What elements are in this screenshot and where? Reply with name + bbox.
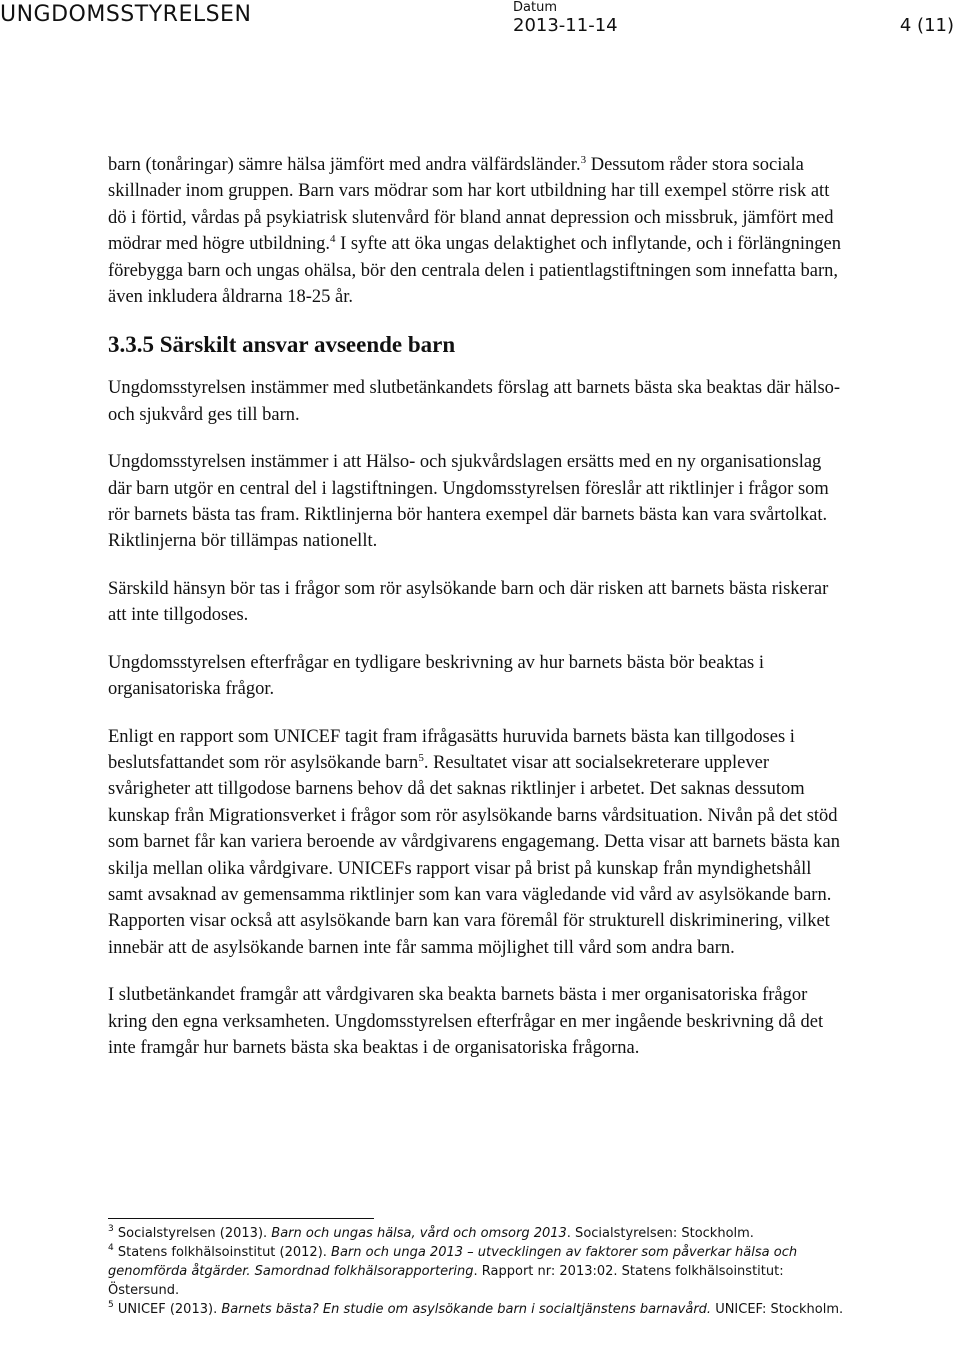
footnote-4: $^4$ Statens folkhälsoinstitut (2012). Barn och unga 2013 – utvecklingen av faktorer som påverkar hälsa och genomförda åtgärder. Samordnad folkhälsorapportering. Rapport nr: 2013:02. Statens folkhälsoinstitut: Östersund. xyxy=(108,1243,798,1298)
section-heading: 3.3.5 Särskilt ansvar avseende barn xyxy=(108,332,456,358)
footnote-5: $^5$ UNICEF (2013). Barnets bästa? En studie om asylsökande barn i socialtjänstens barnavård. UNICEF: Stockholm. xyxy=(108,1300,844,1317)
paragraph-unicef: Enligt en rapport som UNICEF tagit fram ifrågasätts huruvida barnets bästa kan tillgodoses i beslutsfattandet som rör asylsökande barn$^5$. Resultatet visar att socialsekreterare upplever svårigheter att tillgodose barnens behov då det saknas riktlinjer i arbetet. Det saknas dessutom kunskap från Migrationsverket i frågor som rör asylsökande barns vårdsituation. Nivån på det stöd som barnet får kan variera beroende av vårdgivarens engagemang. Detta visar att barnets bästa kan skilja mellan olika vårdgivare. UNICEFs rapport visar på brist på kunskap från myndighetshåll samt avsaknad av gemensamma riktlinjer som kan vara vägledande vid vård av asylsökande barn. Rapporten visar också att asylsökande barn kan vara föremål för strukturell diskriminering, vilket innebär att de asylsökande barnen inte får samma möjlighet till vård som andra barn. xyxy=(108,726,840,958)
document-date: 2013-11-14 xyxy=(513,15,618,36)
paragraph-intro: barn (tonåringar) sämre hälsa jämfört med andra välfärdsländer.$^3$ Dessutom råder stora sociala skillnader inom gruppen. Barn vars mödrar som har kort utbildning har till exempel större risk att dö i förtid, vårdas på psykiatrisk slutenvård för bland annat depression och missbruk, jämfört med mödrar med högre utbildning.$^4$ I syfte att öka ungas delaktighet och inflytande, och i förlängningen förebygga barn och ungas ohälsa, bör den centrala delen i patientlagstiftningen som innefatta barn, även inkludera åldrarna 18-25 år. xyxy=(108,154,841,308)
footnote-3: $^3$ Socialstyrelsen (2013). Barn och ungas hälsa, vård och omsorg 2013. Socialstyrelsen: Stockholm. xyxy=(108,1224,754,1241)
paragraph-asylsokande: Särskild hänsyn bör tas i frågor som rör asylsökande barn och där risken att barnets bästa riskerar att inte tillgodoses. xyxy=(108,578,829,626)
paragraph-barnets-basta: Ungdomsstyrelsen instämmer med slutbetänkandets förslag att barnets bästa ska beaktas där hälso- och sjukvård ges till barn. xyxy=(108,378,841,425)
footnote-ref-3: 3 xyxy=(580,154,587,166)
date-label: Datum xyxy=(513,0,557,15)
paragraph-slutbetankandet: I slutbetänkandet framgår att vårdgivaren ska beakta barnets bästa i mer organisatoriska frågor kring den egna verksamheten. Ungdomsstyrelsen efterfrågar en mer ingående beskrivning då det inte framgår hur barnets bästa ska beaktas i de organisatoriska frågorna. xyxy=(108,985,824,1058)
footnote-ref-4: 4 xyxy=(329,233,336,246)
footnote-divider xyxy=(108,1218,374,1219)
footnote-ref-5: 5 xyxy=(418,751,424,764)
document-body xyxy=(108,152,848,1082)
footnotes xyxy=(108,1224,848,1319)
paragraph-organisationslag: Ungdomsstyrelsen instämmer i att Hälso- och sjukvårdslagen ersätts med en ny organisationslag där barn utgör en central del i lagstiftningen. Ungdomsstyrelsen föreslår att riktlinjer i frågor som rör barnets bästa tas fram. Riktlinjerna bör hantera exempel där barnets bästa kan vara svårtolkat. Riktlinjerna bör tillämpas nationellt. xyxy=(108,452,829,552)
page-number: 4 (11) xyxy=(899,15,954,36)
organization-name: UNGDOMSSTYRELSEN xyxy=(0,2,252,27)
paragraph-beskrivning: Ungdomsstyrelsen efterfrågar en tydligare beskrivning av hur barnets bästa bör beaktas i organisatoriska frågor. xyxy=(108,652,765,700)
